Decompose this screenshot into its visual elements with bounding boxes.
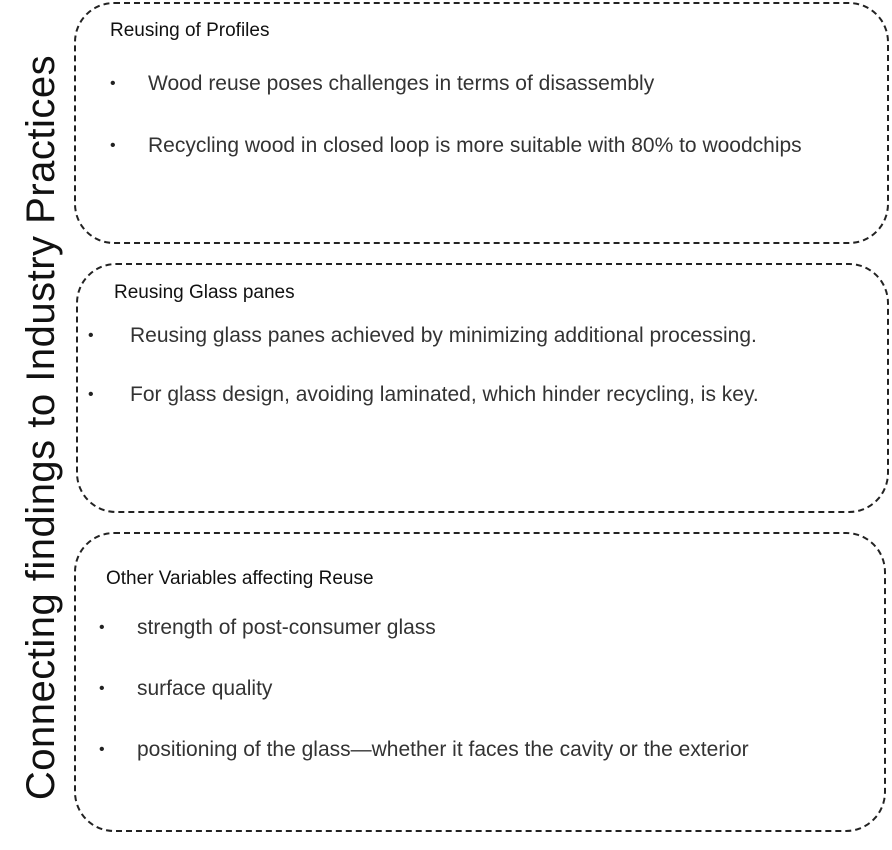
section-heading: Reusing of Profiles <box>110 20 270 41</box>
bullet-list <box>88 321 865 410</box>
side-title-container <box>12 20 72 835</box>
bullet-text: positioning of the glass—whether it faces the cavity or the exterior <box>137 738 749 761</box>
bullet-text: Reusing glass panes achieved by minimizing additional processing. <box>130 324 757 347</box>
bullet-list <box>99 613 837 765</box>
bullet-text: For glass design, avoiding laminated, which hinder recycling, is key. <box>130 383 759 406</box>
list-item <box>99 674 837 704</box>
bullet-icon: • <box>88 386 94 403</box>
list-item <box>88 321 865 351</box>
bullet-icon: • <box>99 741 105 758</box>
section-heading: Other Variables affecting Reuse <box>106 568 374 589</box>
bullet-icon: • <box>110 137 116 154</box>
bullet-icon: • <box>110 75 116 92</box>
bullet-text: strength of post-consumer glass <box>137 616 436 639</box>
list-item <box>99 735 837 765</box>
list-item <box>99 613 837 643</box>
bullet-text: Recycling wood in closed loop is more suitable with 80% to woodchips <box>148 134 802 157</box>
bullet-list <box>110 69 848 161</box>
bullet-text: Wood reuse poses challenges in terms of disassembly <box>148 72 655 95</box>
side-title: Connecting findings to Industry Practices <box>19 54 64 801</box>
section-heading: Reusing Glass panes <box>114 282 295 303</box>
bullet-icon: • <box>99 619 105 636</box>
list-item <box>110 69 848 99</box>
bullet-text: surface quality <box>137 677 273 700</box>
bullet-icon: • <box>99 680 105 697</box>
list-item <box>110 131 848 161</box>
bullet-icon: • <box>88 327 94 344</box>
list-item <box>88 380 865 410</box>
